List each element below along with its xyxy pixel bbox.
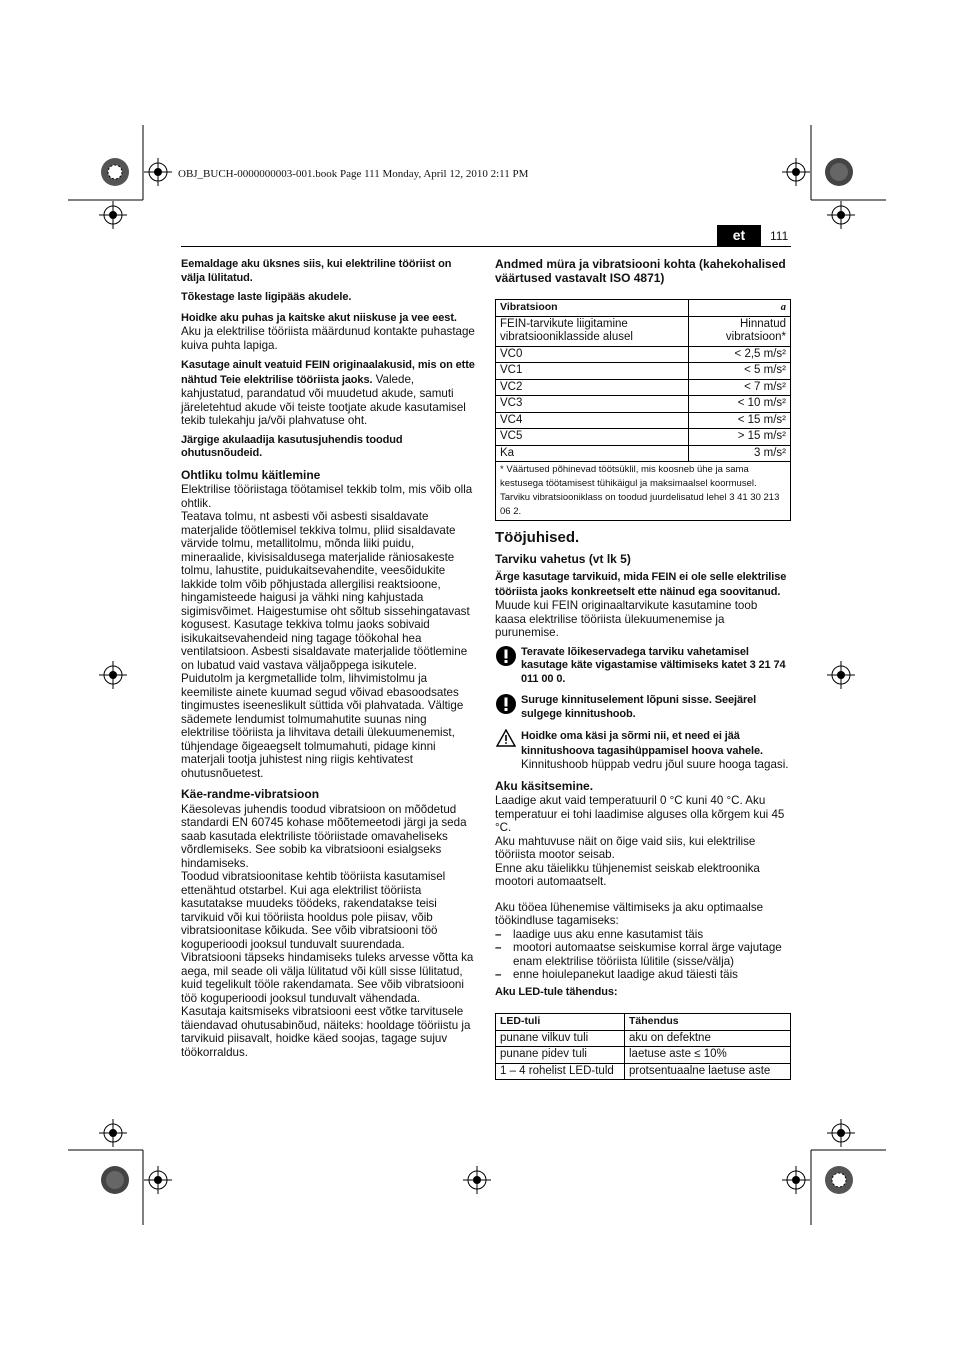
- keep-clean-paragraph: Hoidke aku puhas ja kaitske akut niiskuse ja vee eest. Aku ja elektrilise tööriista määrdunud kontakte puhastage kuiva puhta lapiga.: [181, 311, 475, 352]
- warning-cutting-edges: Teravate lõikeservadega tarviku vahetamisel kasutage käte vigastamise vältimiseks katet 3 21 74 011 00 0.: [495, 646, 791, 687]
- vib-table-header-2: a: [689, 300, 791, 317]
- battery-text-2: Aku mahtuvuse näit on õige vaid siis, kui elektrilise tööriista mootor seisab.: [495, 834, 756, 861]
- vib-table-cell: FEIN-tarvikute liigitamine vibratsiooniklasside alusel: [496, 316, 689, 346]
- language-tab: et: [717, 225, 761, 246]
- right-column: [495, 258, 791, 1080]
- led-table-header-1: LED-tuli: [496, 1014, 625, 1031]
- led-table-cell: punane vilkuv tuli: [496, 1030, 625, 1047]
- led-table-cell: laetuse aste ≤ 10%: [625, 1047, 791, 1064]
- charger-instructions: Järgige akulaadija kasutusjuhendis toodud ohutusnõudeid.: [181, 433, 403, 459]
- vib-table-cell: < 10 m/s²: [689, 396, 791, 413]
- vibration-heading: Käe-randme-vibratsioon: [181, 787, 320, 801]
- vibration-text-4: Kasutaja kaitsmiseks vibratsiooni eest võtke tarvitusele täiendavad ohutusabinõud, näiteks: hooldage tööriistu ja tarvikuid piisavalt, hoidke käed soojas, tagage sujuv töökorraldus.: [181, 1005, 471, 1059]
- vibration-text-1: Käesolevas juhendis toodud vibratsioon on mõõdetud standardi EN 60745 kohase mõõtemeetodi järgi ja seda saab kasutada elektriliste tööriistade omavaheliseks võrdlemiseks. See sobib ka vibratsiooni esialgseks hindamiseks.: [181, 802, 467, 870]
- led-table-cell: protsentuaalne laetuse aste: [625, 1063, 791, 1080]
- vib-table-cell: Ka: [496, 445, 689, 462]
- list-item: – enne hoiulepanekut laadige akud täiesti täis: [495, 968, 791, 982]
- battery-text-4: Aku tööea lühenemise vältimiseks ja aku optimaalse töökindluse tagamiseks:: [495, 900, 764, 927]
- file-info-line: OBJ_BUCH-0000000003-001.book Page 111 Monday, April 12, 2010 2:11 PM: [178, 168, 529, 180]
- vib-table-cell: VC2: [496, 379, 689, 396]
- led-table: [495, 1013, 791, 1080]
- battery-remove-warning: Eemaldage aku üksnes siis, kui elektriline tööriist on välja lülitatud.: [181, 258, 452, 284]
- led-table-cell: punane pidev tuli: [496, 1047, 625, 1064]
- original-battery-paragraph: Kasutage ainult veatuid FEIN originaalakusid, mis on ette nähtud Teie elektrilise tööriista jaoks. Valede, kahjustatud, parandatud või muudetud akude, samuti järeletehtud akude või teiste tootjate akude kasutamisel tekib tulekahju ja/või plahvatuse oht.: [181, 359, 475, 427]
- vib-table-cell: < 2,5 m/s²: [689, 346, 791, 363]
- vib-table-cell: VC0: [496, 346, 689, 363]
- accessory-paragraph: Ärge kasutage tarvikuid, mida FEIN ei ole selle elektrilise tööriista jaoks konkreetselt ette näinud ega soovitanud. Muude kui FEIN originaaltarvikute kasutamine toob kaasa elektrilise tööriista ülekuumenemise ja purunemise.: [495, 571, 787, 639]
- vibration-table: [495, 299, 791, 521]
- vib-table-cell: < 15 m/s²: [689, 412, 791, 429]
- list-item: – laadige uus aku enne kasutamist täis: [495, 928, 791, 942]
- battery-text-3: Enne aku täielikku tühjenemist seiskab elektroonika mootori automaatselt.: [495, 861, 760, 888]
- battery-handling-heading: Aku käsitsemine.: [495, 778, 594, 793]
- vib-table-cell: VC4: [496, 412, 689, 429]
- vibration-text-2: Toodud vibratsioonitase kehtib tööriista kasutamisel ettenähtud otstarbel. Kui aga elektrilist tööriista kasutatakse muudeks töödeks, rakendatakse teisi tarvikuid või kui tööriista hooldus pole piisav, võib vibratsioonitase kõikuda. See võib vibratsiooni töö koguperioodi jooksul tunduvalt suurendada.: [181, 870, 446, 951]
- vib-table-cell: 3 m/s²: [689, 445, 791, 462]
- vib-table-cell: VC3: [496, 396, 689, 413]
- list-item: – mootori automaatse seiskumise korral ärge vajutage enam elektrilise tööriista lülitile (sisse/välja): [495, 941, 791, 968]
- led-table-cell: aku on defektne: [625, 1030, 791, 1047]
- battery-text-1: Laadige akut vaid temperatuuril 0 °C kuni 40 °C. Aku temperatuur ei tohi laadimise alguses olla kõrgem kui 45 °C.: [495, 794, 785, 834]
- led-heading: Aku LED-tule tähendus:: [495, 985, 618, 998]
- vibration-text-3: Vibratsiooni täpseks hindamiseks tuleks arvesse võtta ka aega, mil seade oli välja lülitatud või küll sisse lülitatud, kuid tegelikult tööle rakendamata. See võib vibratsiooni töö koguperioodi jooksul tunduvalt vähendada.: [181, 951, 474, 1005]
- warning-clamping: Suruge kinnituselement lõpuni sisse. Seejärel sulgege kinnitushoob.: [495, 694, 791, 721]
- vib-table-cell: < 5 m/s²: [689, 363, 791, 380]
- noise-vibration-heading: Andmed müra ja vibratsiooni kohta (kahekohalised väärtused vastavalt ISO 4871): [495, 257, 786, 285]
- exclamation-icon: [496, 646, 516, 666]
- child-warning: Tõkestage laste ligipääs akudele.: [181, 291, 352, 303]
- led-table-header-2: Tähendus: [625, 1014, 791, 1031]
- led-table-cell: 1 – 4 rohelist LED-tuld: [496, 1063, 625, 1080]
- vib-table-footnote: * Väärtused põhinevad töötsüklil, mis koosneb ühe ja sama kestusega töötamisest tühikäigul ja maksimaalsel koormusel. Tarviku vibratsiooniklass on toodud juurdelisatud lehel 3 41 30 213 06 2.: [496, 462, 791, 521]
- dust-text-3: Puidutolm ja kergmetallide tolm, lihvimistolmu ja keemiliste ainete kuumad segud võivad ebasoodsates tingimustes iseeneslikult süttida või plahvatada. Vältige sädemete lendumist tolmumahutite suunas ning elektrilise tööriista ja lihvitava detaili ülekuumenemist, tühjendage õigeaegselt tolmumahuti, pidage kinni materjali tootja juhistest ning riigis kehtivatest ohutusnõuetest.: [181, 672, 464, 780]
- warning-triangle-icon: [496, 729, 516, 747]
- dust-heading: Ohtliku tolmu käitlemine: [181, 467, 321, 482]
- warning-hands: Hoidke oma käsi ja sõrmi nii, et need ei jää kinnitushoova tagasihüppamisel hoova vahele. Kinnitushoob hüppab vedru jõul suure hooga tagasi.: [495, 729, 791, 772]
- dust-text-1: Elektrilise tööriistaga töötamisel tekkib tolm, mis võib olla ohtlik.: [181, 483, 473, 510]
- page-number: 111: [770, 229, 789, 243]
- vib-table-cell: VC5: [496, 429, 689, 446]
- vib-table-cell: < 7 m/s²: [689, 379, 791, 396]
- vib-table-header-1: Vibratsioon: [496, 300, 689, 317]
- vib-table-cell: > 15 m/s²: [689, 429, 791, 446]
- accessory-change-heading: Tarviku vahetus (vt lk 5): [495, 551, 631, 566]
- header-rule: [181, 246, 791, 247]
- vib-table-cell: Hinnatud vibratsioon*: [689, 316, 791, 346]
- work-instructions-heading: Tööjuhised.: [495, 529, 580, 546]
- left-column: [181, 258, 477, 1059]
- vib-table-cell: VC1: [496, 363, 689, 380]
- battery-tips-list: [495, 928, 791, 982]
- dust-text-2: Teatava tolmu, nt asbesti või asbesti sisaldavate materjalide töötlemisel tekkiva tolmu, pliid sisaldavate värvide tolmu, metallitolmu, mõnda liiki puidu, mineraalide, kivisisaldusega materjalide räniosakeste tolmu, lahustite, puidukaitsevahendite, veesõidukite lakkide tolm võib põhjustada allergilisi reaktsioone, hingamisteede haigusi ja vähki ning kahjustada sigimisvõimet. Haigestumise oht sõltub sissehingatavast kogusest. Kasutage tekkiva tolmu jaoks sobivaid isikukaitsevahendeid ning tagage töökohal hea ventilatsioon. Asbesti sisaldavate materjalide töötlemine on lubatud vaid vastava väljaõppega isikutele.: [181, 510, 470, 672]
- exclamation-icon: [496, 694, 516, 714]
